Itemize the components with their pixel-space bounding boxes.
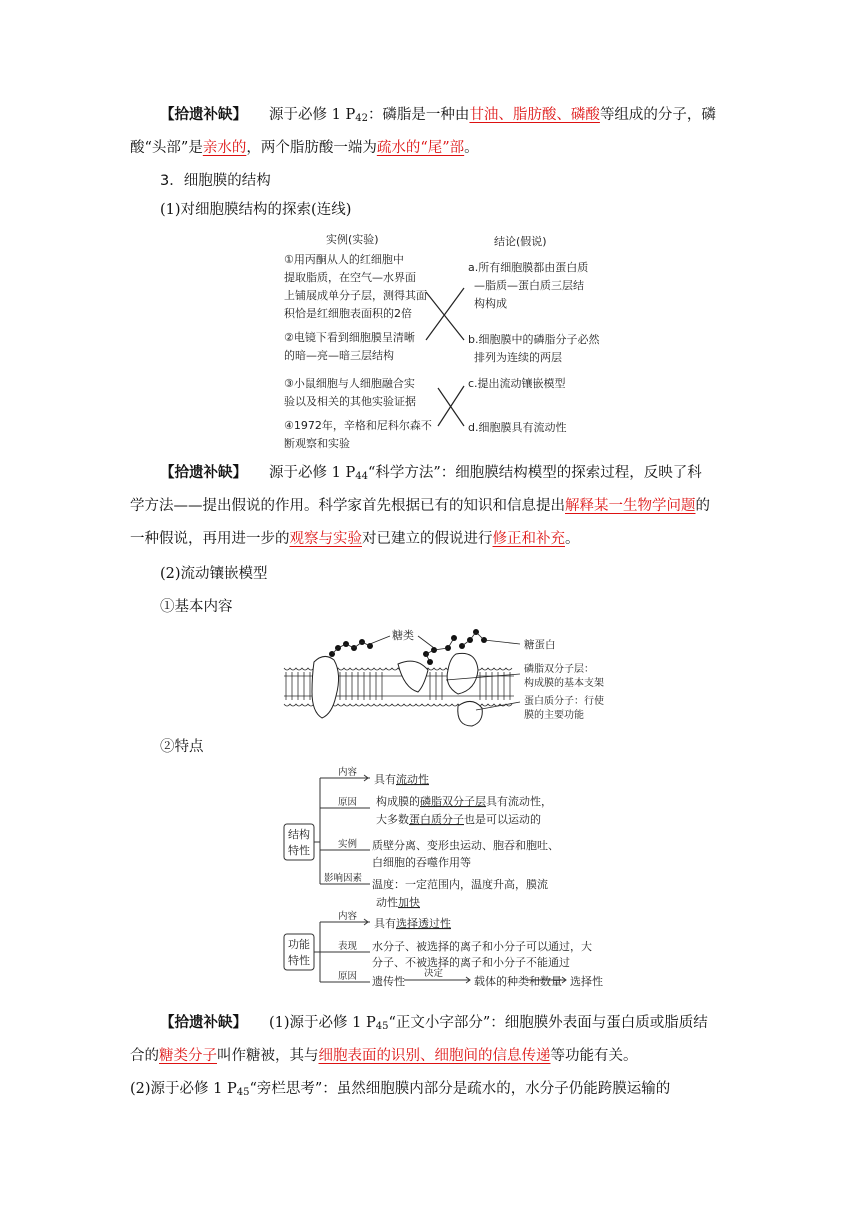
supplement-paragraph-2-cont2: 一种假说，再用进一步的观察与实验对已建立的假说进行修正和补充。 <box>130 531 580 547</box>
answer-blank: 细胞表面的识别、细胞间的信息传递 <box>318 1048 551 1064</box>
section-heading: 3．细胞膜的结构 <box>160 173 271 189</box>
svg-text:影响因素: 影响因素 <box>324 873 363 884</box>
protein-label: 蛋白质分子：行使 <box>524 696 604 707</box>
svg-text:特性: 特性 <box>288 954 310 967</box>
svg-text:选择性: 选择性 <box>570 975 603 988</box>
sugar-label: 糖类 <box>392 629 414 642</box>
supplement-paragraph-2: 【拾遗补缺】 源于必修 1 $P_{44}“$科学方法”：细胞膜结构模型的探索过程，反映了科 <box>160 465 702 482</box>
structure-factors: 温度：一定范围内，温度升高，膜流 <box>372 878 548 891</box>
svg-text:构成膜的基本支架: 构成膜的基本支架 <box>524 678 604 689</box>
answer-blank: 糖类分子 <box>159 1048 217 1064</box>
svg-text:的暗—亮—暗三层结构: 的暗—亮—暗三层结构 <box>284 349 394 362</box>
supplement-tag: 【拾遗补缺】 <box>160 107 247 123</box>
svg-text:c.提出流动镶嵌模型: c.提出流动镶嵌模型 <box>468 377 566 390</box>
svg-text:决定: 决定 <box>424 968 444 979</box>
structure-examples: 质壁分离、变形虫运动、胞吞和胞吐、 <box>372 839 559 852</box>
svg-text:排列为连续的两层: 排列为连续的两层 <box>474 351 562 364</box>
svg-text:b.细胞膜中的磷脂分子必然: b.细胞膜中的磷脂分子必然 <box>468 333 600 346</box>
svg-text:原因: 原因 <box>338 971 358 982</box>
structure-reason: 构成膜的磷脂双分子层具有流动性， <box>376 795 552 808</box>
svg-text:特性: 特性 <box>288 844 310 857</box>
svg-text:④1972年，辛格和尼科尔森不: ④1972年，辛格和尼科尔森不 <box>284 419 432 432</box>
svg-text:载体的种类和数量: 载体的种类和数量 <box>474 975 562 988</box>
right-column-header: 结论(假说) <box>494 235 547 248</box>
supplement-tag: 【拾遗补缺】 <box>160 465 247 481</box>
fluid-mosaic-diagram <box>280 624 610 728</box>
subsection-heading: (2)流动镶嵌模型 <box>160 566 268 582</box>
supplement-paragraph-4: (2)源于必修 1 $P_{45}“$旁栏思考”：虽然细胞膜内部分是疏水的，水分子仍能跨膜运输的 <box>130 1081 671 1098</box>
answer-blank: 亲水的 <box>202 140 247 156</box>
svg-text:内容: 内容 <box>338 911 358 922</box>
item-heading: ①基本内容 <box>160 599 233 615</box>
function-feature-title: 功能 <box>288 938 310 951</box>
answer-blank: 甘油、脂肪酸、磷酸 <box>469 107 600 123</box>
svg-text:①用丙酮从人的红细胞中: ①用丙酮从人的红细胞中 <box>284 253 404 266</box>
function-manifestation: 水分子、被选择的离子和小分子可以通过，大 <box>372 940 592 953</box>
supplement-paragraph-3-cont: 合的糖类分子叫作糖被，其与细胞表面的识别、细胞间的信息传递等功能有关。 <box>130 1048 638 1064</box>
svg-text:白细胞的吞噬作用等: 白细胞的吞噬作用等 <box>372 856 471 869</box>
function-content: 具有选择透过性 <box>374 917 451 930</box>
answer-blank: 解释某一生物学问题 <box>565 498 696 514</box>
svg-text:d.细胞膜具有流动性: d.细胞膜具有流动性 <box>468 421 567 434</box>
svg-text:验以及相关的其他实验证据: 验以及相关的其他实验证据 <box>284 395 416 408</box>
svg-text:膜的主要功能: 膜的主要功能 <box>524 710 584 721</box>
structure-feature-title: 结构 <box>288 828 310 841</box>
function-reason: 遗传性 <box>372 975 405 988</box>
svg-text:—脂质—蛋白质三层结: —脂质—蛋白质三层结 <box>474 279 584 292</box>
label-pointers <box>370 636 520 710</box>
supplement-tag: 【拾遗补缺】 <box>160 1015 247 1031</box>
supplement-paragraph-1: 【拾遗补缺】 源于必修 1 $P_{42}$：磷脂是一种由甘油、脂肪酸、磷酸等组成的分子，磷 <box>160 107 716 124</box>
answer-blank: 修正和补充 <box>492 531 565 547</box>
svg-text:内容: 内容 <box>338 767 358 778</box>
bilayer-label: 磷脂双分子层： <box>524 664 594 675</box>
svg-text:提取脂质，在空气—水界面: 提取脂质，在空气—水界面 <box>284 271 416 284</box>
structure-content: 具有流动性 <box>374 773 429 786</box>
svg-text:原因: 原因 <box>338 797 358 808</box>
answer-blank: 观察与实验 <box>289 531 362 547</box>
supplement-paragraph-1-cont: 酸“头部”是亲水的，两个脂肪酸一端为疏水的“尾”部。 <box>130 140 479 156</box>
supplement-paragraph-2-cont: 学方法——提出假说的作用。科学家首先根据已有的知识和信息提出解释某一生物学问题的 <box>130 498 710 514</box>
glycoprotein-label: 糖蛋白 <box>524 639 556 651</box>
svg-text:实例: 实例 <box>338 839 358 850</box>
svg-text:积恰是红细胞表面积的2倍: 积恰是红细胞表面积的2倍 <box>284 307 412 320</box>
svg-text:断观察和实验: 断观察和实验 <box>284 437 350 450</box>
svg-text:a.所有细胞膜都由蛋白质: a.所有细胞膜都由蛋白质 <box>468 261 589 274</box>
svg-text:分子、不被选择的离子和小分子不能通过: 分子、不被选择的离子和小分子不能通过 <box>372 956 570 969</box>
supplement-paragraph-3: 【拾遗补缺】 (1)源于必修 1 $P_{45}“$正文小字部分”：细胞膜外表面与蛋白质或脂质结 <box>160 1015 708 1032</box>
matching-diagram <box>278 228 618 452</box>
answer-blank: 疏水的“尾”部 <box>376 140 465 156</box>
features-tree-diagram <box>280 764 620 994</box>
svg-text:表现: 表现 <box>338 941 358 952</box>
svg-text:大多数蛋白质分子也是可以运动的: 大多数蛋白质分子也是可以运动的 <box>376 813 541 826</box>
svg-text:上铺展成单分子层，测得其面: 上铺展成单分子层，测得其面 <box>284 289 427 302</box>
svg-text:②电镜下看到细胞膜呈清晰: ②电镜下看到细胞膜呈清晰 <box>284 331 415 344</box>
membrane-proteins <box>312 653 482 726</box>
svg-text:③小鼠细胞与人细胞融合实: ③小鼠细胞与人细胞融合实 <box>284 377 415 390</box>
item-heading: ②特点 <box>160 739 204 755</box>
left-column-header: 实例(实验) <box>326 233 379 246</box>
svg-text:动性加快: 动性加快 <box>376 896 420 909</box>
subsection-heading: (1)对细胞膜结构的探索(连线) <box>160 202 352 218</box>
svg-text:构构成: 构构成 <box>474 297 507 310</box>
